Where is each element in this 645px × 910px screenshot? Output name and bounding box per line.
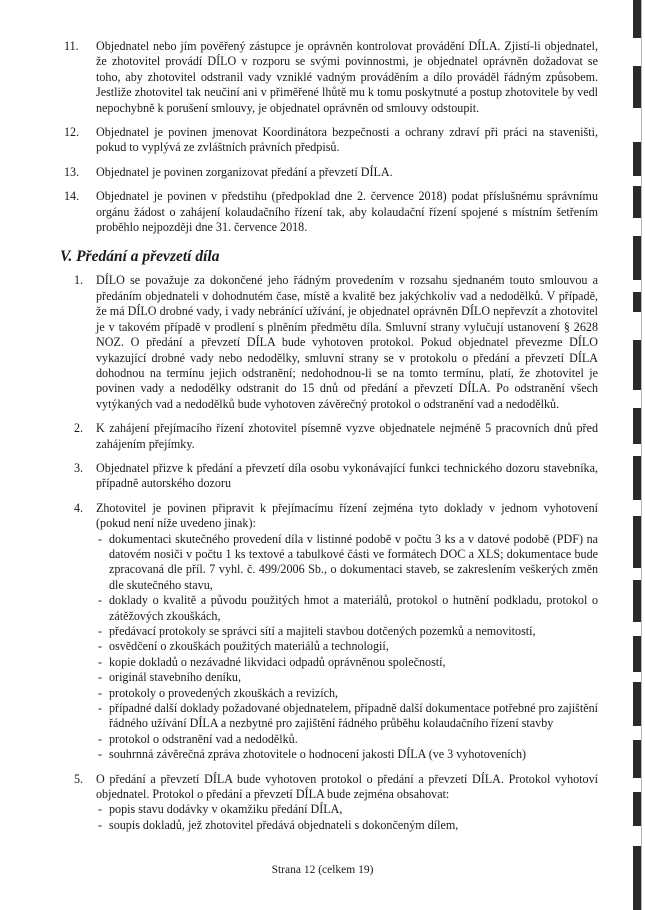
clause-text: Objednatel je povinen zorganizovat předání a převzetí DÍLA. — [96, 164, 393, 179]
scan-edge-mark — [633, 580, 641, 622]
clause-v-2 — [74, 421, 598, 452]
clause-text: DÍLO se považuje za dokončené jeho řádným provedením v rozsahu sjednaném touto smlouvou a předáním objednateli v dohodnutém čase, místě a kvalitě bez jakýchkoliv vad a nedodělků. V případě, že má DÍLO drobné vady, i vady nebránící užívání, je objednatel oprávněn DÍLO nepřevzít a zhotovitel je v takovém případě v prodlení s plněním předmětu díla. Smluvní strany vylučují ustanovení § 2628 NOZ. O předání a převzetí DÍLA bude vyhotoven protokol. Pokud objednatel převezme DÍLO vykazující drobné vady nebo nedodělky, smluvní strany se v protokolu o předání a převzetí DÍLA dohodnou na termínu jejich odstranění; nedohodnou-li se na tomto termínu, platí, že zhotovitel je povinen vady a nedodělky odstranit do 15 dnů od předání a převzetí DÍLA. Po odstranění všech vytýkaných vad a nedodělků bude vyhotoven závěrečný protokol o odstranění vad a nedodělků. — [96, 273, 598, 411]
section-heading: V. Předání a převzetí díla — [60, 248, 220, 266]
clause-13 — [64, 164, 598, 180]
scan-edge-mark — [633, 142, 641, 176]
clause-14 — [64, 189, 598, 235]
clause-11 — [64, 39, 598, 116]
scan-edge-mark — [633, 456, 641, 500]
document-list — [96, 532, 598, 763]
list-item: - popis stavu dodávky v okamžiku předání DÍLA, — [96, 802, 598, 817]
scan-edge-mark — [633, 66, 641, 108]
list-item: - souhrnná závěrečná zpráva zhotovitele o hodnocení jakosti DÍLA (ve 3 vyhotoveních) — [96, 747, 598, 762]
clause-text: Objednatel je povinen jmenovat Koordinátora bezpečnosti a ochrany zdraví při práci na staveništi, pokud to vyplývá ze zvláštních právních předpisů. — [96, 125, 598, 155]
list-item: - soupis dokladů, jež zhotovitel předává objednateli s dokončeným dílem, — [96, 818, 598, 833]
clause-12 — [64, 125, 598, 156]
list-item: - protokoly o provedených zkouškách a revizích, — [96, 686, 598, 701]
scan-edge-mark — [633, 740, 641, 778]
scan-edge-mark — [633, 236, 641, 280]
clause-number: 11. — [64, 39, 79, 53]
clause-number: 3. — [74, 460, 84, 475]
clause-number: 12. — [64, 125, 80, 140]
scan-edge-mark — [633, 292, 641, 312]
list-item: - originál stavebního deníku, — [96, 670, 598, 685]
clause-text: Objednatel je povinen v předstihu (předpoklad dne 2. července 2018) podat příslušnému správnímu orgánu žádost o zahájení kolaudačního řízení tak, aby kolaudační řízení spojené s místním šetřením proběhlo nejpozději dne 31. července 2018. — [96, 189, 598, 235]
list-item: - protokol o odstranění vad a nedodělků. — [96, 732, 598, 747]
clause-v-3 — [74, 461, 598, 492]
scan-edge-mark — [633, 408, 641, 444]
scan-edge-mark — [633, 636, 641, 672]
clause-text: Zhotovitel je povinen připravit k přejímacímu řízení zejména tyto doklady v jednom vyhotovení (pokud není níže uvedeno jinak): — [96, 500, 598, 531]
scan-edge-mark — [633, 186, 641, 218]
list-item: - předávací protokoly se správci sítí a majiteli stavbou dotčených pozemků a nemovitostí, — [96, 624, 598, 639]
scan-edge-mark — [633, 340, 641, 390]
clause-text: Objednatel nebo jím pověřený zástupce je oprávněn kontrolovat provádění DÍLA. Zjistí-li objednatel, že zhotovitel provádí DÍLO v rozporu se svými povinnostmi, je objednatel oprávněn dožadovat se toho, aby zhotovitel odstranil vady vzniklé vadným prováděním a dílo prováděl řádným způsobem. Jestliže zhotovitel tak neučiní ani v přiměřené lhůtě mu k tomu poskytnuté a postup zhotovitele by vedl nepochybně k porušení smlouvy, je objednatel oprávněn od smlouvy odstoupit. — [96, 39, 598, 115]
list-item: - osvědčení o zkouškách použitých materiálů a technologií, — [96, 639, 598, 654]
scan-edge-mark — [633, 682, 641, 726]
clause-number: 13. — [64, 164, 80, 179]
protocol-contents-list — [96, 802, 598, 833]
list-item: - doklady o kvalitě a původu použitých hmot a materiálů, protokol o hutnění podkladu, protokol o zátěžových zkouškách, — [96, 593, 598, 624]
clause-number: 4. — [74, 500, 84, 515]
page-footer: Strana 12 (celkem 19) — [271, 864, 374, 876]
list-item: - dokumentaci skutečného provedení díla v listinné podobě v počtu 3 ks a v datové podobě (PDF) na datovém nosiči v počtu 1 ks textové a tabulkové části ve formátech DOC a XLS; dokumentace bude zpracovaná dle příl. 7 vyhl. č. 499/2006 Sb., o dokumentaci staveb, se zakreslením veškerých změn dle skutečného stavu, — [96, 532, 598, 594]
clause-number: 1. — [74, 273, 84, 288]
clause-v-5 — [74, 772, 598, 834]
clause-text: O předání a převzetí DÍLA bude vyhotoven protokol o předání a převzetí DÍLA. Protokol vyhotoví objednatel. Protokol o předání a převzetí DÍLA bude zejména obsahovat: — [96, 771, 598, 802]
scan-edge-mark — [633, 792, 641, 826]
scan-edge-mark — [633, 0, 641, 38]
scan-edge-line — [641, 0, 642, 910]
document-page — [60, 39, 598, 842]
list-item: - kopie dokladů o nezávadné likvidaci odpadů oprávněnou společností, — [96, 655, 598, 670]
clause-number: 2. — [74, 421, 84, 436]
scan-edge-mark — [633, 516, 641, 568]
clause-v-1 — [74, 273, 598, 412]
list-item: - případné další doklady požadované objednatelem, případně další dokumentace potřebné pro zajištění řádného užívání DÍLA a nezbytné pro zajištění řádného průběhu kolaudačního řízení stavby — [96, 701, 598, 732]
scan-edge — [623, 0, 645, 910]
clause-number: 14. — [64, 189, 80, 204]
clause-v-4 — [74, 501, 598, 763]
clause-number: 5. — [74, 771, 84, 786]
clause-text: K zahájení přejímacího řízení zhotovitel písemně vyzve objednatele nejméně 5 pracovních dnů před zahájením přejímky. — [96, 421, 598, 451]
clause-text: Objednatel přizve k předání a převzetí díla osobu vykonávající funkci technického dozoru stavebníka, případně autorského dozoru — [96, 460, 598, 491]
